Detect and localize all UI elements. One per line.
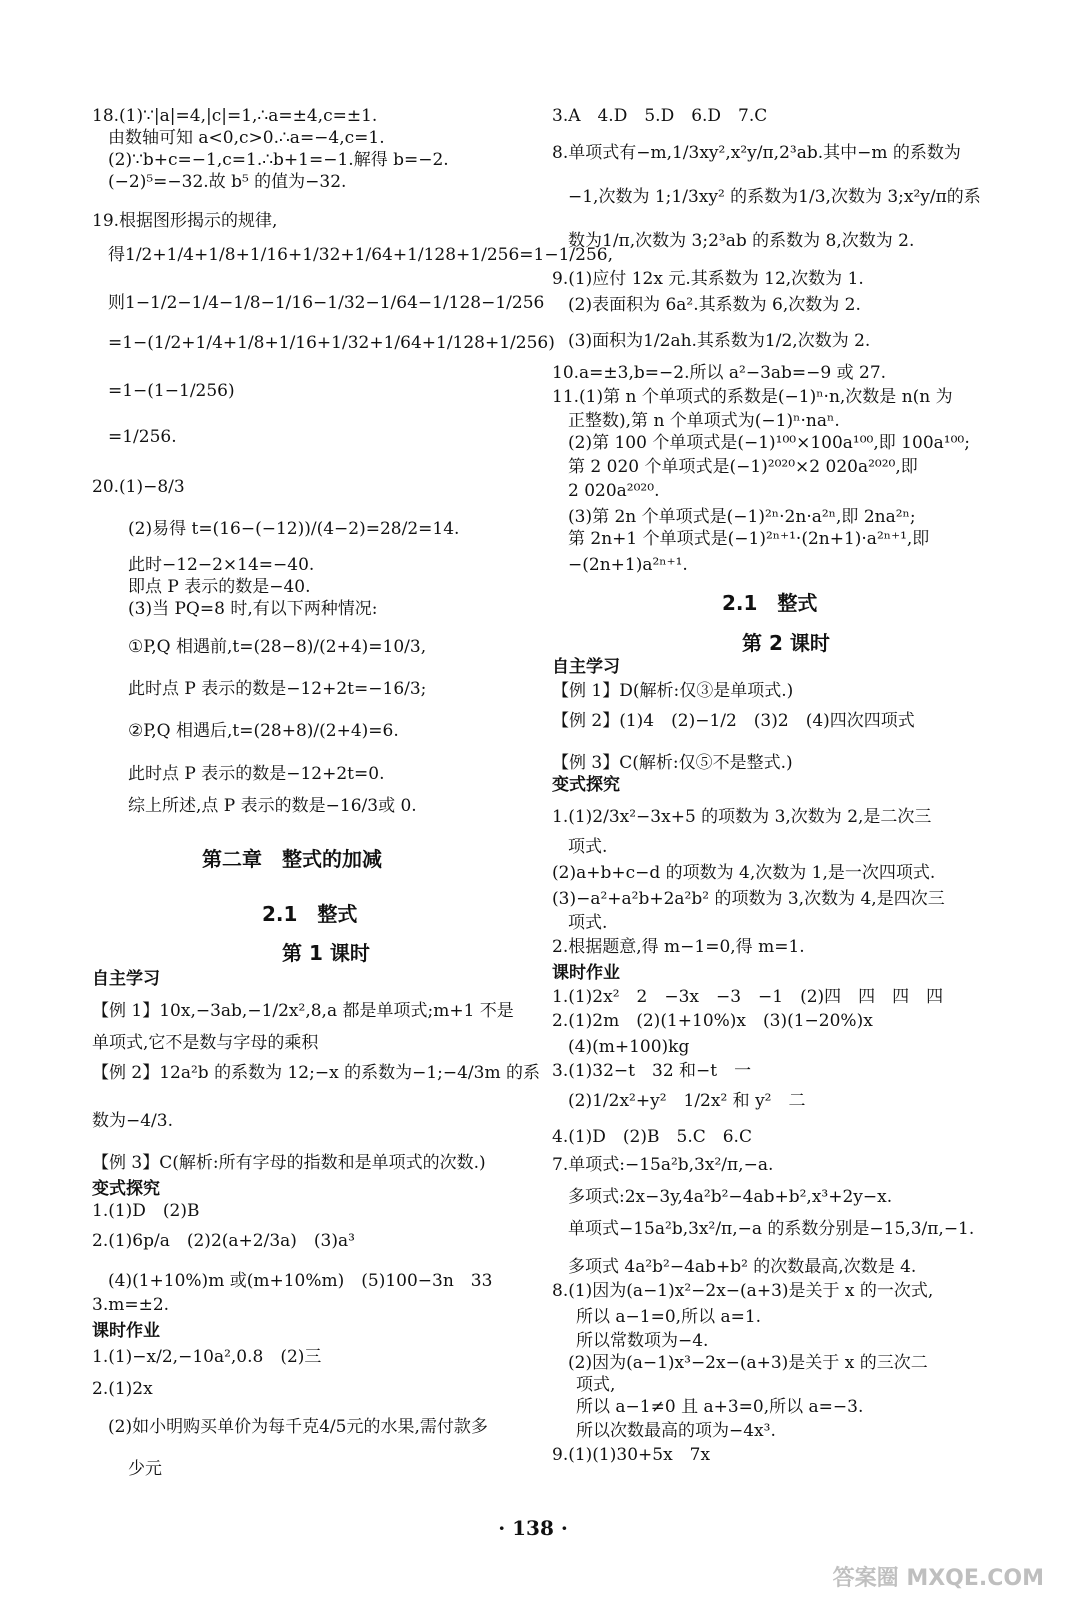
- left-line: ②P,Q 相遇后,t=(28+8)/(2+4)=6.: [128, 721, 399, 741]
- left-line: (2)如小明购买单价为每千克4/5元的水果,需付款多: [108, 1417, 488, 1437]
- left-line: 1.(1)D (2)B: [92, 1201, 200, 1221]
- right-line: 【例 1】D(解析:仅③是单项式.): [552, 681, 794, 701]
- right-line: 所以次数最高的项为−4x³.: [576, 1421, 776, 1441]
- right-line: 2.根据题意,得 m−1=0,得 m=1.: [552, 937, 805, 957]
- right-line: 课时作业: [552, 963, 620, 983]
- left-line: 则1−1/2−1/4−1/8−1/16−1/32−1/64−1/128−1/256: [108, 293, 545, 313]
- right-line: 2.(1)2m (2)(1+10%)x (3)(1−20%)x: [552, 1011, 873, 1031]
- right-line: 8.单项式有−m,1/3xy²,x²y/π,2³ab.其中−m 的系数为: [552, 143, 961, 163]
- left-line: =1−(1/2+1/4+1/8+1/16+1/32+1/64+1/128+1/256): [108, 333, 555, 353]
- right-line: 第 2 课时: [742, 631, 830, 655]
- right-line: 第 2 020 个单项式是(−1)²⁰²⁰×2 020a²⁰²⁰,即: [568, 457, 918, 477]
- right-line: 项式.: [568, 913, 608, 933]
- left-line: 2.(1)2x: [92, 1379, 153, 1399]
- page-number: · 138 ·: [498, 1516, 568, 1540]
- right-line: 所以 a−1≠0 且 a+3=0,所以 a=−3.: [576, 1397, 864, 1417]
- right-line: 1.(1)2/3x²−3x+5 的项数为 3,次数为 2,是二次三: [552, 807, 932, 827]
- left-line: 综上所述,点 P 表示的数是−16/3或 0.: [128, 796, 417, 816]
- right-line: 2.1 整式: [722, 591, 818, 615]
- left-line: 单项式,它不是数与字母的乘积: [92, 1033, 319, 1053]
- left-line: (2)∵b+c=−1,c=1.∴b+1=−1.解得 b=−2.: [108, 150, 449, 170]
- left-line: 得1/2+1/4+1/8+1/16+1/32+1/64+1/128+1/256=1−1/256,: [108, 245, 613, 265]
- right-line: 多项式:2x−3y,4a²b²−4ab+b²,x³+2y−x.: [568, 1187, 893, 1207]
- right-line: 3.A 4.D 5.D 6.D 7.C: [552, 106, 768, 126]
- left-line: 课时作业: [92, 1321, 160, 1341]
- right-line: 第 2n+1 个单项式是(−1)²ⁿ⁺¹·(2n+1)·a²ⁿ⁺¹,即: [568, 529, 930, 549]
- right-line: 2 020a²⁰²⁰.: [568, 481, 660, 501]
- right-line: 正整数),第 n 个单项式为(−1)ⁿ·naⁿ.: [568, 411, 840, 431]
- right-line: 数为1/π,次数为 3;2³ab 的系数为 8,次数为 2.: [568, 231, 915, 251]
- left-line: ①P,Q 相遇前,t=(28−8)/(2+4)=10/3,: [128, 637, 427, 657]
- left-line: 【例 2】12a²b 的系数为 12;−x 的系数为−1;−4/3m 的系: [92, 1063, 541, 1083]
- right-line: (3)−a²+a²b+2a²b² 的项数为 3,次数为 4,是四次三: [552, 889, 945, 909]
- right-line: (3)面积为1/2ah.其系数为1/2,次数为 2.: [568, 331, 871, 351]
- right-line: 8.(1)因为(a−1)x²−2x−(a+3)是关于 x 的一次式,: [552, 1281, 934, 1301]
- left-line: 由数轴可知 a<0,c>0.∴a=−4,c=1.: [108, 128, 385, 148]
- left-line: =1/256.: [108, 427, 177, 447]
- right-line: 10.a=±3,b=−2.所以 a²−3ab=−9 或 27.: [552, 363, 887, 383]
- left-line: 此时点 P 表示的数是−12+2t=0.: [128, 764, 385, 784]
- watermark: 答案圈 MXQE.COM: [832, 1566, 1044, 1591]
- left-line: (2)易得 t=(16−(−12))/(4−2)=28/2=14.: [128, 519, 460, 539]
- right-line: (2)1/2x²+y² 1/2x² 和 y² 二: [568, 1091, 806, 1111]
- right-line: 所以常数项为−4.: [576, 1331, 709, 1351]
- right-line: (2)因为(a−1)x³−2x−(a+3)是关于 x 的三次二: [568, 1353, 928, 1373]
- left-line: 2.(1)6p/a (2)2(a+2/3a) (3)a³: [92, 1231, 355, 1251]
- left-line: 变式探究: [92, 1179, 160, 1199]
- left-line: (4)(1+10%)m 或(m+10%m) (5)100−3n 33: [108, 1271, 493, 1291]
- left-line: 第 1 课时: [282, 941, 370, 965]
- left-line: 20.(1)−8/3: [92, 477, 185, 497]
- left-line: 19.根据图形揭示的规律,: [92, 211, 278, 231]
- left-line: =1−(1−1/256): [108, 381, 235, 401]
- right-line: 【例 2】(1)4 (2)−1/2 (3)2 (4)四次四项式: [552, 711, 915, 731]
- left-line: 【例 3】C(解析:所有字母的指数和是单项式的次数.): [92, 1153, 486, 1173]
- left-line: (3)当 PQ=8 时,有以下两种情况:: [128, 599, 378, 619]
- left-line: 【例 1】10x,−3ab,−1/2x²,8,a 都是单项式;m+1 不是: [92, 1001, 514, 1021]
- right-line: (2)表面积为 6a².其系数为 6,次数为 2.: [568, 295, 861, 315]
- left-line: 此时−12−2×14=−40.: [128, 555, 315, 575]
- left-line: 数为−4/3.: [92, 1111, 174, 1131]
- left-line: 2.1 整式: [262, 902, 358, 926]
- right-line: 11.(1)第 n 个单项式的系数是(−1)ⁿ·n,次数是 n(n 为: [552, 387, 953, 407]
- right-line: 3.(1)32−t 32 和−t 一: [552, 1061, 752, 1081]
- right-line: 单项式−15a²b,3x²/π,−a 的系数分别是−15,3/π,−1.: [568, 1219, 975, 1239]
- right-line: 项式,: [576, 1375, 616, 1395]
- right-line: 9.(1)(1)30+5x 7x: [552, 1445, 711, 1465]
- right-line: 所以 a−1=0,所以 a=1.: [576, 1307, 762, 1327]
- right-line: 1.(1)2x² 2 −3x −3 −1 (2)四 四 四 四: [552, 987, 944, 1007]
- right-line: 【例 3】C(解析:仅⑤不是整式.): [552, 753, 793, 773]
- left-line: 第二章 整式的加减: [202, 847, 382, 871]
- right-line: 多项式 4a²b²−4ab+b² 的次数最高,次数是 4.: [568, 1257, 917, 1277]
- right-line: (2)第 100 个单项式是(−1)¹⁰⁰×100a¹⁰⁰,即 100a¹⁰⁰;: [568, 433, 970, 453]
- right-line: 7.单项式:−15a²b,3x²/π,−a.: [552, 1155, 774, 1175]
- right-line: (3)第 2n 个单项式是(−1)²ⁿ·2n·a²ⁿ,即 2na²ⁿ;: [568, 507, 916, 527]
- left-line: 此时点 P 表示的数是−12+2t=−16/3;: [128, 679, 427, 699]
- right-line: (4)(m+100)kg: [568, 1037, 690, 1057]
- right-line: 变式探究: [552, 775, 620, 795]
- right-line: −(2n+1)a²ⁿ⁺¹.: [568, 555, 688, 575]
- left-line: 1.(1)−x/2,−10a²,0.8 (2)三: [92, 1347, 322, 1367]
- right-line: 自主学习: [552, 657, 620, 677]
- left-line: 少元: [128, 1459, 162, 1479]
- right-line: −1,次数为 1;1/3xy² 的系数为1/3,次数为 3;x²y/π的系: [568, 187, 981, 207]
- right-line: 4.(1)D (2)B 5.C 6.C: [552, 1127, 752, 1147]
- left-line: 即点 P 表示的数是−40.: [128, 577, 311, 597]
- right-line: 9.(1)应付 12x 元.其系数为 12,次数为 1.: [552, 269, 864, 289]
- left-line: 3.m=±2.: [92, 1295, 170, 1315]
- right-line: (2)a+b+c−d 的项数为 4,次数为 1,是一次四项式.: [552, 863, 936, 883]
- right-line: 项式.: [568, 837, 608, 857]
- left-line: 自主学习: [92, 969, 160, 989]
- left-line: (−2)⁵=−32.故 b⁵ 的值为−32.: [108, 172, 347, 192]
- left-line: 18.(1)∵|a|=4,|c|=1,∴a=±4,c=±1.: [92, 106, 378, 126]
